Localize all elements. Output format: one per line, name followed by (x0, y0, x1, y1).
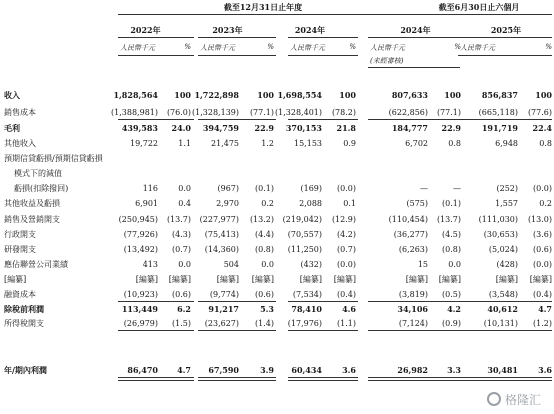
amount-cell: 1,722,898 (194, 90, 239, 100)
amount-cell: (30,653) (483, 230, 518, 239)
percent-cell: (0.6) (255, 290, 274, 299)
percent-cell: 0.0 (448, 260, 461, 269)
percent-cell: 4.7 (538, 304, 552, 314)
table-row (0, 151, 554, 166)
period-header-full-year: 截至12月31日止年度 (223, 2, 303, 12)
amount-cell: 191,719 (481, 123, 518, 133)
column-header-underline-2 (288, 37, 358, 38)
table-row (0, 166, 554, 181)
percent-cell: 5.3 (260, 304, 274, 314)
percent-cell: (13.2) (249, 215, 274, 224)
percent-cell: 22.9 (441, 123, 461, 133)
unit-underline-1 (198, 55, 276, 56)
table-row (0, 272, 554, 287)
amount-cell: 19,722 (130, 139, 158, 148)
table-row (0, 287, 554, 302)
amount-cell: (70,557) (287, 230, 322, 239)
percent-cell: 0.0 (178, 184, 191, 193)
row-label: 應佔聯營公司業績 (4, 260, 68, 269)
percent-cell: 24.0 (171, 123, 191, 133)
row-label: 所得稅開支 (4, 319, 44, 328)
percent-cell: (13.7) (166, 215, 191, 224)
amount-cell: 6,948 (495, 139, 518, 148)
percent-cell: (1.5) (172, 319, 191, 328)
year-header-3: 2024年 (400, 25, 431, 35)
amount-cell: (6,263) (398, 245, 428, 254)
percent-cell: (0.1) (255, 184, 274, 193)
amount-cell: 6,901 (135, 199, 158, 208)
row-label: 研發開支 (4, 245, 36, 254)
percent-cell: 100 (174, 90, 191, 100)
year-header-1: 2023年 (212, 25, 243, 35)
amount-cell: 34,106 (397, 304, 428, 314)
percent-cell: (1.4) (255, 319, 274, 328)
amount-cell: 60,434 (291, 365, 322, 375)
amount-cell: (432) (300, 260, 322, 269)
table-row (0, 363, 554, 378)
unaudited-label: (未經審核) (370, 57, 404, 65)
amount-cell: 370,153 (285, 123, 322, 133)
total-underline (118, 119, 194, 120)
amount-cell: (1,328,139) (192, 108, 239, 117)
amount-cell: (10,131) (483, 319, 518, 328)
unit-label-3: 人民幣千元 (370, 44, 405, 52)
amount-cell: 2,088 (299, 199, 322, 208)
amount-cell: (1,328,401) (275, 108, 322, 117)
percent-cell: (77.6) (527, 108, 552, 117)
year-header-0: 2022年 (130, 25, 161, 35)
period-underline-full-year (118, 14, 408, 15)
percent-cell: (0.9) (442, 319, 461, 328)
total-underline (368, 301, 460, 302)
amount-cell: (5,024) (488, 245, 518, 254)
percent-cell: (0.0) (533, 184, 552, 193)
amount-cell: (7,534) (292, 290, 322, 299)
percent-cell: [編纂] (168, 275, 191, 284)
unit-label-1: 人民幣千元 (200, 44, 235, 52)
amount-cell: (575) (406, 199, 428, 208)
percent-cell: 6.2 (177, 304, 191, 314)
total-underline (368, 330, 460, 331)
percent-cell: 1.2 (261, 139, 274, 148)
amount-cell: — (420, 184, 428, 193)
percent-cell: 3.3 (447, 365, 461, 375)
column-header-underline-0 (118, 37, 194, 38)
amount-cell: [編纂] (405, 275, 428, 284)
amount-cell: 21,475 (211, 139, 239, 148)
total-underline (458, 301, 552, 302)
unit-underline-4 (458, 55, 552, 56)
amount-cell: 91,217 (208, 304, 239, 314)
percent-cell: 0.0 (261, 260, 274, 269)
logo-icon (487, 392, 501, 406)
amount-cell: (428) (496, 260, 518, 269)
unit-underline-3 (368, 67, 460, 68)
percent-cell: 3.6 (538, 365, 552, 375)
amount-cell: (252) (496, 184, 518, 193)
row-label: [編纂] (4, 275, 27, 284)
amount-cell: 504 (223, 260, 239, 269)
percent-cell: (0.8) (442, 245, 461, 254)
column-header-underline-1 (198, 37, 276, 38)
total-underline (368, 119, 460, 120)
table-row (0, 181, 554, 196)
amount-cell: 1,557 (495, 199, 518, 208)
percent-cell: 4.6 (342, 304, 356, 314)
amount-cell: 807,633 (391, 90, 428, 100)
amount-cell: (111,030) (478, 215, 518, 224)
unit-label-4: 人民幣千元 (460, 44, 495, 52)
watermark-text: 格隆汇 (504, 392, 541, 407)
year-header-4: 2025年 (490, 25, 522, 35)
amount-cell: 30,481 (487, 365, 518, 375)
percent-cell: 0.1 (343, 199, 356, 208)
percent-cell: (3.6) (533, 230, 552, 239)
table-row (0, 316, 554, 331)
amount-cell: (169) (300, 184, 322, 193)
row-label: 年/期內利潤 (4, 365, 47, 375)
amount-cell: 116 (142, 184, 158, 193)
row-label: 虧損(扣除撥回) (14, 184, 69, 193)
percent-cell: (4.4) (255, 230, 274, 239)
total-underline (458, 119, 552, 120)
period-underline-six-months (370, 14, 552, 15)
amount-cell: (13,492) (123, 245, 158, 254)
percent-cell: 0.8 (539, 139, 552, 148)
percent-cell: (13.0) (527, 215, 552, 224)
column-header-underline-4 (458, 37, 552, 38)
percent-cell: 3.9 (260, 365, 274, 375)
percent-cell: 22.9 (254, 123, 274, 133)
percent-cell: 4.2 (447, 304, 461, 314)
amount-cell: (77,926) (123, 230, 158, 239)
percent-cell: [編纂] (529, 275, 552, 284)
amount-cell: (1,388,981) (111, 108, 158, 117)
row-label: 銷售成本 (4, 108, 36, 117)
table-row (0, 302, 554, 317)
row-label: 其他收益及虧損 (4, 199, 60, 208)
percent-cell: 4.7 (177, 365, 191, 375)
amount-cell: 1,698,554 (277, 90, 322, 100)
amount-cell: 15 (417, 260, 428, 269)
amount-cell: 86,470 (127, 365, 158, 375)
table-row (0, 136, 554, 151)
percent-cell: (77.1) (249, 108, 274, 117)
percent-cell: (4.3) (172, 230, 191, 239)
row-label: 預期信貸虧損/預期信貸虧損 (4, 154, 103, 163)
total-underline (288, 119, 358, 120)
amount-cell: (17,976) (287, 319, 322, 328)
total-underline (118, 301, 194, 302)
percent-cell: 1.1 (178, 139, 191, 148)
amount-cell: 184,777 (391, 123, 428, 133)
amount-cell: (23,627) (204, 319, 239, 328)
amount-cell: (11,250) (287, 245, 322, 254)
percent-cell: [編纂] (251, 275, 274, 284)
amount-cell: 6,702 (405, 139, 428, 148)
amount-cell: (10,923) (123, 290, 158, 299)
total-underline (198, 377, 276, 381)
period-header-six-months: 截至6月30日止六個月 (438, 2, 520, 12)
percent-cell: (0.0) (533, 260, 552, 269)
amount-cell: (250,945) (118, 215, 158, 224)
table-row (0, 121, 554, 136)
percent-label-0: % (184, 43, 191, 51)
amount-cell: (3,819) (398, 290, 428, 299)
table-row (0, 227, 554, 242)
amount-cell: 78,410 (291, 304, 322, 314)
amount-cell: (219,042) (282, 215, 322, 224)
percent-cell: (0.8) (255, 245, 274, 254)
amount-cell: (14,360) (204, 245, 239, 254)
row-label: 收入 (4, 90, 20, 100)
percent-cell: (1.1) (337, 319, 356, 328)
percent-cell: 0.8 (448, 139, 461, 148)
total-underline (288, 330, 358, 331)
amount-cell: (75,413) (204, 230, 239, 239)
column-header-underline-3 (368, 37, 460, 38)
percent-cell: 100 (444, 90, 461, 100)
amount-cell: 67,590 (208, 365, 239, 375)
table-row (0, 242, 554, 257)
percent-cell: (0.0) (337, 184, 356, 193)
percent-label-2: % (349, 43, 356, 51)
percent-cell: (76.0) (166, 108, 191, 117)
total-underline (198, 119, 276, 120)
amount-cell: 2,970 (216, 199, 239, 208)
amount-cell: (36,277) (393, 230, 428, 239)
percent-cell: (0.7) (337, 245, 356, 254)
amount-cell: 40,612 (487, 304, 518, 314)
percent-cell: (4.2) (337, 230, 356, 239)
percent-cell: 0.9 (343, 139, 356, 148)
unit-underline-0 (118, 55, 194, 56)
amount-cell: 113,449 (121, 304, 158, 314)
amount-cell: (7,124) (398, 319, 428, 328)
percent-cell: 100 (535, 90, 552, 100)
year-header-2: 2024年 (294, 25, 326, 35)
percent-cell: (1.2) (533, 319, 552, 328)
amount-cell: 1,828,564 (113, 90, 158, 100)
total-underline (198, 301, 276, 302)
amount-cell: (967) (217, 184, 239, 193)
watermark-logo (476, 387, 552, 411)
row-label: 銷售及營銷開支 (4, 215, 60, 224)
table-row (0, 257, 554, 272)
row-label: 行政開支 (4, 230, 36, 239)
table-row (0, 88, 554, 103)
amount-cell: [編纂] (216, 275, 239, 284)
percent-cell: (0.5) (442, 290, 461, 299)
percent-label-4: % (545, 43, 552, 51)
unit-label-0: 人民幣千元 (120, 44, 155, 52)
table-row (0, 196, 554, 211)
amount-cell: 15,153 (294, 139, 322, 148)
row-label: 除稅前利潤 (4, 304, 44, 314)
row-label: 融資成本 (4, 290, 36, 299)
percent-cell: (0.4) (337, 290, 356, 299)
amount-cell: (227,977) (199, 215, 239, 224)
total-underline (288, 301, 358, 302)
total-underline (458, 330, 552, 331)
percent-cell: 0.2 (261, 199, 274, 208)
unit-label-2: 人民幣千元 (290, 44, 325, 52)
percent-cell: (4.5) (442, 230, 461, 239)
amount-cell: 439,583 (121, 123, 158, 133)
percent-cell: (12.9) (331, 215, 356, 224)
percent-cell: 0.0 (178, 260, 191, 269)
amount-cell: (110,454) (388, 215, 428, 224)
percent-cell: (0.4) (533, 290, 552, 299)
percent-cell: (13.7) (436, 215, 461, 224)
percent-cell: 22.4 (532, 123, 552, 133)
percent-cell: 21.8 (336, 123, 356, 133)
amount-cell: (26,979) (123, 319, 158, 328)
percent-cell: 0.4 (178, 199, 191, 208)
row-label: 模式下的減值 (14, 169, 62, 178)
total-underline (198, 330, 276, 331)
total-underline (458, 377, 552, 381)
percent-cell: (0.7) (172, 245, 191, 254)
percent-label-3: % (454, 43, 461, 51)
amount-cell: [編纂] (495, 275, 518, 284)
amount-cell: 413 (142, 260, 158, 269)
amount-cell: [編纂] (299, 275, 322, 284)
percent-cell: 100 (339, 90, 356, 100)
table-row (0, 212, 554, 227)
percent-label-1: % (267, 43, 274, 51)
amount-cell: 394,759 (202, 123, 239, 133)
amount-cell: (3,548) (488, 290, 518, 299)
percent-cell: (0.6) (533, 245, 552, 254)
total-underline (118, 330, 194, 331)
total-underline (118, 377, 194, 381)
total-underline (288, 377, 358, 381)
row-label: 毛利 (4, 123, 20, 133)
amount-cell: (622,856) (388, 108, 428, 117)
percent-cell: (0.1) (442, 199, 461, 208)
table-row (0, 105, 554, 120)
amount-cell: [編纂] (135, 275, 158, 284)
amount-cell: (665,118) (478, 108, 518, 117)
percent-cell: (77.1) (436, 108, 461, 117)
percent-cell: (78.2) (331, 108, 356, 117)
unit-underline-2 (288, 55, 358, 56)
percent-cell: 3.6 (342, 365, 356, 375)
percent-cell: 100 (257, 90, 274, 100)
percent-cell: 0.2 (539, 199, 552, 208)
percent-cell: (0.6) (172, 290, 191, 299)
percent-cell: — (453, 184, 461, 193)
row-label: 其他收入 (4, 139, 36, 148)
total-underline (368, 377, 460, 381)
percent-cell: [編纂] (333, 275, 356, 284)
percent-cell: [編纂] (438, 275, 461, 284)
amount-cell: 26,982 (397, 365, 428, 375)
amount-cell: 856,837 (481, 90, 518, 100)
percent-cell: (0.0) (337, 260, 356, 269)
amount-cell: (9,774) (209, 290, 239, 299)
